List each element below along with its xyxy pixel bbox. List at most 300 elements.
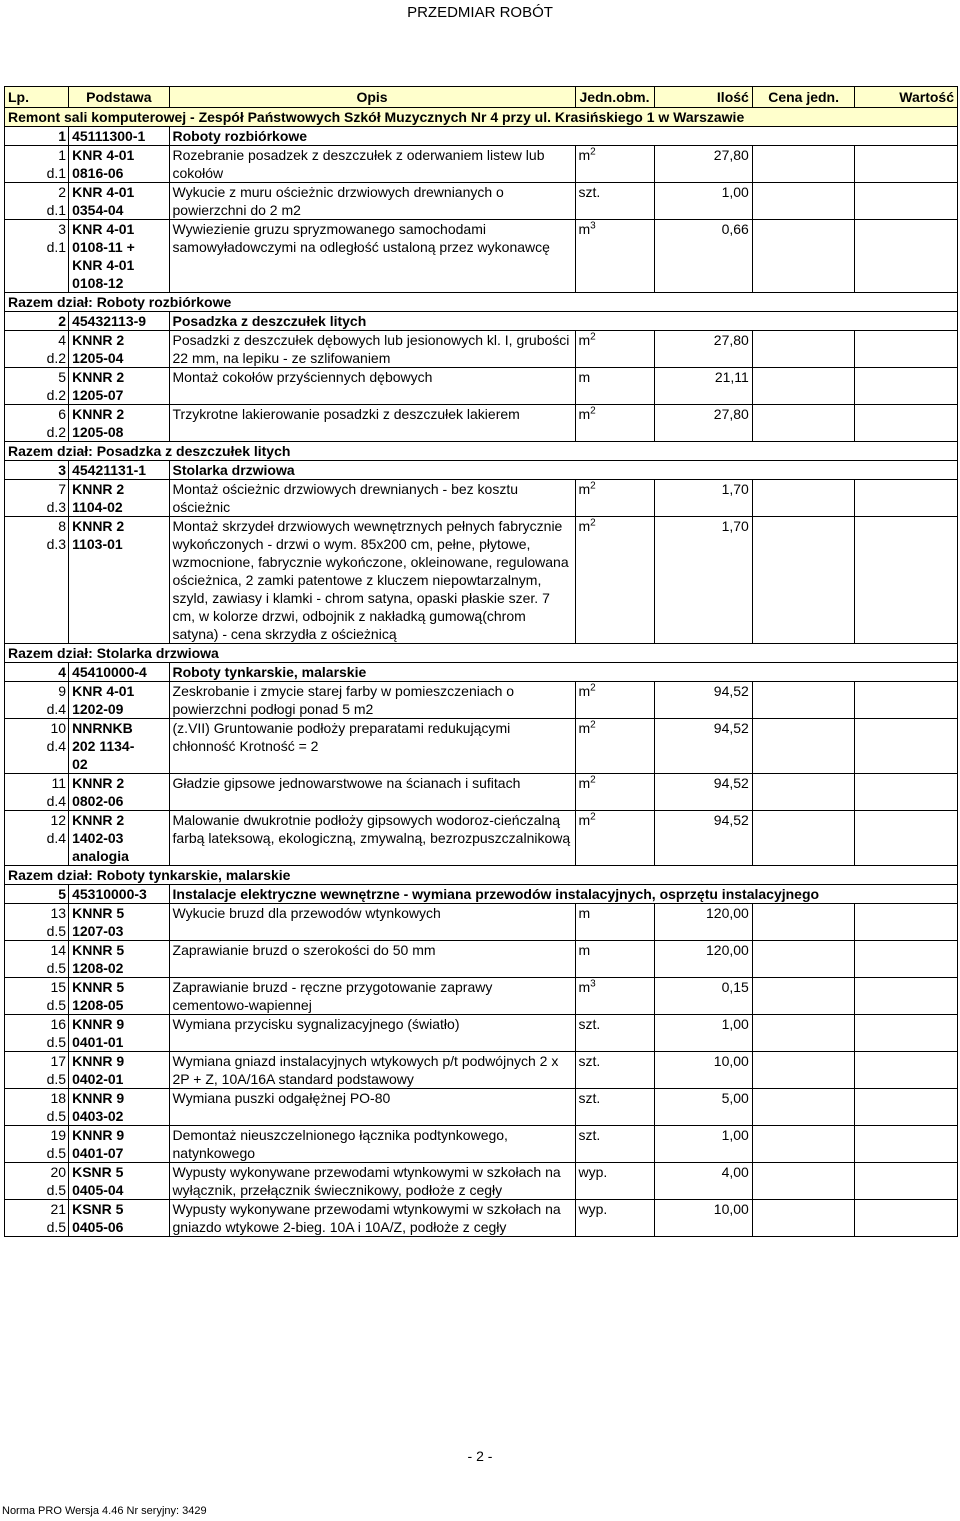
item-unit-cell — [575, 1052, 654, 1089]
item-basis-line: 0108-12 — [72, 275, 124, 291]
item-unit-exponent: 3 — [590, 978, 596, 990]
item-unit: m — [578, 369, 591, 385]
item-basis-line: KNNR 9 — [72, 1090, 125, 1106]
section-summary-row — [5, 442, 958, 461]
item-basis-cell — [69, 941, 169, 978]
table-row — [5, 1052, 958, 1089]
item-number: 10 — [50, 720, 67, 736]
item-value — [855, 1163, 958, 1200]
item-description: Montaż ościeżnic drzwiowych drewnianych - bez kosztu ościeżnic — [169, 480, 575, 517]
item-unit-price — [752, 1163, 855, 1200]
item-unit-price — [752, 1200, 855, 1237]
item-unit-price — [752, 904, 855, 941]
item-basis-line: 0108-11 + — [72, 239, 135, 255]
table-row — [5, 1163, 958, 1200]
section-name: Roboty rozbiórkowe — [169, 127, 957, 146]
item-unit: szt. — [578, 184, 601, 200]
item-value — [855, 1126, 958, 1163]
item-basis-line: 0354-04 — [72, 202, 124, 218]
item-basis-line: 0403-02 — [72, 1108, 124, 1124]
item-section-ref: d.3 — [46, 536, 67, 552]
item-basis-cell — [69, 719, 169, 774]
item-lp-cell — [5, 1163, 69, 1200]
item-basis-cell — [69, 480, 169, 517]
item-lp-cell — [5, 1126, 69, 1163]
table-row — [5, 1200, 958, 1237]
item-description: Zaprawianie bruzd - ręczne przygotowanie zaprawy cementowo-wapiennej — [169, 978, 575, 1015]
section-row — [5, 312, 958, 331]
item-number: 21 — [50, 1201, 67, 1217]
table-row — [5, 1089, 958, 1126]
item-lp-cell — [5, 368, 69, 405]
item-basis-line: 0402-01 — [72, 1071, 124, 1087]
item-unit-cell — [575, 719, 654, 774]
item-value — [855, 146, 958, 183]
item-unit-exponent: 2 — [590, 682, 596, 694]
item-basis-line: 202 1134- — [72, 738, 135, 754]
item-basis-line: KNNR 5 — [72, 905, 125, 921]
table-row — [5, 774, 958, 811]
item-unit: m — [578, 683, 591, 699]
col-header-value: Wartość — [855, 87, 958, 108]
item-unit: szt. — [578, 1090, 601, 1106]
item-section-ref: d.4 — [46, 793, 67, 809]
item-quantity: 27,80 — [654, 146, 752, 183]
item-basis-line: KNNR 2 — [72, 369, 125, 385]
item-description: Wymiana przycisku sygnalizacyjnego (światło) — [169, 1015, 575, 1052]
item-number: 2 — [58, 184, 67, 200]
item-value — [855, 220, 958, 293]
item-unit-price — [752, 331, 855, 368]
item-unit-cell — [575, 368, 654, 405]
section-summary: Razem dział: Stolarka drzwiowa — [5, 644, 958, 663]
item-quantity: 27,80 — [654, 405, 752, 442]
item-unit-price — [752, 183, 855, 220]
item-basis-cell — [69, 1163, 169, 1200]
section-name: Posadzka z deszczułek litych — [169, 312, 957, 331]
item-basis-cell — [69, 774, 169, 811]
item-unit-price — [752, 146, 855, 183]
item-section-ref: d.4 — [46, 738, 67, 754]
item-section-ref: d.2 — [46, 387, 67, 403]
table-row — [5, 146, 958, 183]
item-basis-cell — [69, 1126, 169, 1163]
item-number: 20 — [50, 1164, 67, 1180]
item-unit-price — [752, 1089, 855, 1126]
item-lp-cell — [5, 1200, 69, 1237]
item-basis-line: KNNR 2 — [72, 775, 125, 791]
item-quantity: 0,15 — [654, 978, 752, 1015]
item-quantity: 1,00 — [654, 1126, 752, 1163]
item-number: 4 — [58, 332, 67, 348]
item-section-ref: d.5 — [46, 1145, 67, 1161]
item-basis-line: KNNR 9 — [72, 1053, 125, 1069]
item-unit-cell — [575, 517, 654, 644]
item-basis-line: 1202-09 — [72, 701, 124, 717]
item-value — [855, 331, 958, 368]
item-unit-price — [752, 368, 855, 405]
item-unit: szt. — [578, 1016, 601, 1032]
item-description: Wymiana puszki odgałężnej PO-80 — [169, 1089, 575, 1126]
section-summary-row — [5, 866, 958, 885]
item-value — [855, 1015, 958, 1052]
item-lp-cell — [5, 1015, 69, 1052]
item-unit: m — [578, 406, 591, 422]
table-row — [5, 220, 958, 293]
item-number: 5 — [58, 369, 67, 385]
col-header-basis: Podstawa — [69, 87, 169, 108]
item-lp-cell — [5, 331, 69, 368]
item-quantity: 1,00 — [654, 1015, 752, 1052]
item-section-ref: d.5 — [46, 1219, 67, 1235]
table-row — [5, 517, 958, 644]
item-value — [855, 517, 958, 644]
item-section-ref: d.1 — [46, 239, 67, 255]
page-number: - 2 - — [467, 1448, 493, 1464]
item-number: 18 — [50, 1090, 67, 1106]
item-unit-cell — [575, 1126, 654, 1163]
item-description: Wywiezienie gruzu spryzmowanego samochodami samowyładowczymi na odległość ustaloną przez wykonawcę — [169, 220, 575, 293]
item-basis-line: KNR 4-01 — [72, 184, 135, 200]
item-description: Gładzie gipsowe jednowarstwowe na ścianach i sufitach — [169, 774, 575, 811]
item-unit-price — [752, 811, 855, 866]
item-unit-price — [752, 220, 855, 293]
item-description: Montaż skrzydeł drzwiowych wewnętrznych pełnych fabrycznie wykończonych - drzwi o wym. 85x200 cm, pełne, płytowe, wzmocnione, fabrycznie wykończone, okleinowane, regulowana ościeżnica, 2 zamki patentowe z kluczem niepowtarzalnym, szyld, zawiasy i klamki - chrom satyna, opaski płaskie szer. 7 cm, w kolorze drzwi, odbojnik z nakładką gumową(chrom satyna) - cena skrzydła z ościeżnicą — [169, 517, 575, 644]
item-basis-line: KNNR 9 — [72, 1127, 125, 1143]
section-number: 2 — [5, 312, 69, 331]
table-row — [5, 331, 958, 368]
item-basis-line: 02 — [72, 756, 88, 772]
item-value — [855, 978, 958, 1015]
item-unit: m — [578, 221, 591, 237]
col-header-unit: Jedn.obm. — [575, 87, 654, 108]
section-summary: Razem dział: Posadzka z deszczułek litych — [5, 442, 958, 461]
table-row — [5, 1015, 958, 1052]
item-unit-price — [752, 1126, 855, 1163]
section-row — [5, 127, 958, 146]
item-basis-line: 1205-04 — [72, 350, 124, 366]
item-unit: m — [578, 905, 591, 921]
item-value — [855, 183, 958, 220]
item-basis-line: KNNR 2 — [72, 812, 125, 828]
item-section-ref: d.4 — [46, 701, 67, 717]
item-basis-line: KNR 4-01 — [72, 221, 135, 237]
item-quantity: 10,00 — [654, 1200, 752, 1237]
item-number: 13 — [50, 905, 67, 921]
item-section-ref: d.2 — [46, 424, 67, 440]
item-basis-line: KNR 4-01 — [72, 147, 135, 163]
table-row — [5, 1126, 958, 1163]
item-lp-cell — [5, 978, 69, 1015]
item-unit-price — [752, 978, 855, 1015]
item-unit-exponent: 2 — [590, 774, 596, 786]
software-footer: Norma PRO Wersja 4.46 Nr seryjny: 3429 — [2, 1505, 207, 1517]
section-code: 45432113-9 — [69, 312, 169, 331]
item-value — [855, 682, 958, 719]
item-basis-cell — [69, 220, 169, 293]
item-basis-line: 1207-03 — [72, 923, 124, 939]
item-basis-cell — [69, 682, 169, 719]
item-description: Zeskrobanie i zmycie starej farby w pomieszczeniach o powierzchni podłogi ponad 5 m2 — [169, 682, 575, 719]
item-unit-price — [752, 682, 855, 719]
item-number: 1 — [58, 147, 67, 163]
item-basis-line: 0816-06 — [72, 165, 124, 181]
item-quantity: 10,00 — [654, 1052, 752, 1089]
section-row — [5, 885, 958, 904]
item-quantity: 94,52 — [654, 774, 752, 811]
item-unit: m — [578, 720, 591, 736]
table-row — [5, 682, 958, 719]
item-number: 19 — [50, 1127, 67, 1143]
item-quantity: 120,00 — [654, 941, 752, 978]
section-code: 45410000-4 — [69, 663, 169, 682]
item-description: Montaż cokołów przyściennych dębowych — [169, 368, 575, 405]
item-unit-exponent: 2 — [590, 331, 596, 343]
item-number: 3 — [58, 221, 67, 237]
item-section-ref: d.5 — [46, 1071, 67, 1087]
item-basis-line: 1104-02 — [72, 499, 123, 515]
item-description: Wykucie bruzd dla przewodów wtynkowych — [169, 904, 575, 941]
item-quantity: 21,11 — [654, 368, 752, 405]
section-name: Roboty tynkarskie, malarskie — [169, 663, 957, 682]
item-basis-cell — [69, 183, 169, 220]
item-unit-cell — [575, 331, 654, 368]
item-number: 6 — [58, 406, 67, 422]
item-unit-exponent: 2 — [590, 517, 596, 529]
item-unit-cell — [575, 774, 654, 811]
item-value — [855, 480, 958, 517]
item-unit-cell — [575, 682, 654, 719]
item-basis-cell — [69, 978, 169, 1015]
item-lp-cell — [5, 904, 69, 941]
item-basis-cell — [69, 405, 169, 442]
col-header-unit-price: Cena jedn. — [752, 87, 855, 108]
item-basis-cell — [69, 517, 169, 644]
item-quantity: 27,80 — [654, 331, 752, 368]
item-lp-cell — [5, 183, 69, 220]
item-quantity: 94,52 — [654, 682, 752, 719]
item-number: 11 — [51, 775, 67, 791]
item-basis-cell — [69, 904, 169, 941]
item-description: Rozebranie posadzek z deszczułek z oderwaniem listew lub cokołów — [169, 146, 575, 183]
item-basis-line: KNNR 5 — [72, 979, 125, 995]
item-unit: wyp. — [578, 1201, 608, 1217]
item-basis-line: 0401-07 — [72, 1145, 124, 1161]
item-basis-cell — [69, 146, 169, 183]
item-basis-line: 1103-01 — [72, 536, 123, 552]
item-quantity: 0,66 — [654, 220, 752, 293]
item-unit-cell — [575, 405, 654, 442]
item-basis-line: KNR 4-01 — [72, 257, 135, 273]
item-number: 12 — [50, 812, 67, 828]
section-code: 45421131-1 — [69, 461, 169, 480]
item-value — [855, 1200, 958, 1237]
item-basis-line: KSNR 5 — [72, 1201, 124, 1217]
item-section-ref: d.5 — [46, 1182, 67, 1198]
item-number: 9 — [58, 683, 67, 699]
item-value — [855, 811, 958, 866]
estimate-table — [4, 86, 958, 1237]
table-row — [5, 183, 958, 220]
item-unit: szt. — [578, 1127, 601, 1143]
section-number: 3 — [5, 461, 69, 480]
item-unit-cell — [575, 1089, 654, 1126]
item-unit: m — [578, 942, 591, 958]
item-lp-cell — [5, 719, 69, 774]
item-section-ref: d.5 — [46, 923, 67, 939]
item-value — [855, 719, 958, 774]
item-number: 8 — [58, 518, 67, 534]
section-summary-row — [5, 293, 958, 312]
item-lp-cell — [5, 682, 69, 719]
item-number: 14 — [50, 942, 67, 958]
item-unit-cell — [575, 146, 654, 183]
section-number: 1 — [5, 127, 69, 146]
table-row — [5, 811, 958, 866]
item-basis-line: KNNR 9 — [72, 1016, 125, 1032]
item-basis-line: 1402-03 — [72, 830, 124, 846]
table-row — [5, 719, 958, 774]
item-description: Zaprawianie bruzd o szerokości do 50 mm — [169, 941, 575, 978]
table-row — [5, 368, 958, 405]
item-section-ref: d.5 — [46, 997, 67, 1013]
item-unit-cell — [575, 978, 654, 1015]
item-unit-cell — [575, 941, 654, 978]
item-unit-price — [752, 719, 855, 774]
item-description: (z.VII) Gruntowanie podłoży preparatami redukującymi chłonność Krotność = 2 — [169, 719, 575, 774]
item-unit: szt. — [578, 1053, 601, 1069]
item-lp-cell — [5, 405, 69, 442]
col-header-description: Opis — [169, 87, 575, 108]
section-name: Instalacje elektryczne wewnętrzne - wymiana przewodów instalacyjnych, osprzętu instalacyjnego — [169, 885, 957, 904]
item-basis-line: KSNR 5 — [72, 1164, 124, 1180]
item-number: 16 — [50, 1016, 67, 1032]
section-summary: Razem dział: Roboty rozbiórkowe — [5, 293, 958, 312]
item-section-ref: d.1 — [46, 202, 67, 218]
table-row — [5, 941, 958, 978]
item-quantity: 94,52 — [654, 811, 752, 866]
item-unit-cell — [575, 1163, 654, 1200]
item-lp-cell — [5, 480, 69, 517]
item-lp-cell — [5, 1089, 69, 1126]
item-description: Wykucie z muru ościeżnic drzwiowych drewnianych o powierzchni do 2 m2 — [169, 183, 575, 220]
item-unit-price — [752, 1052, 855, 1089]
item-unit: m — [578, 332, 591, 348]
table-row — [5, 978, 958, 1015]
item-section-ref: d.5 — [46, 960, 67, 976]
item-description: Trzykrotne lakierowanie posadzki z deszczułek lakierem — [169, 405, 575, 442]
item-unit-cell — [575, 183, 654, 220]
table-body — [5, 127, 958, 1237]
item-description: Wypusty wykonywane przewodami wtynkowymi w szkołach na gniazdo wtykowe 2-bieg. 10A i 10A/Z, podłoże z cegły — [169, 1200, 575, 1237]
item-lp-cell — [5, 220, 69, 293]
item-number: 15 — [50, 979, 67, 995]
section-name: Stolarka drzwiowa — [169, 461, 957, 480]
item-lp-cell — [5, 811, 69, 866]
item-basis-cell — [69, 1089, 169, 1126]
item-number: 17 — [50, 1053, 67, 1069]
item-unit-cell — [575, 904, 654, 941]
item-quantity: 1,70 — [654, 517, 752, 644]
item-unit: m — [578, 812, 591, 828]
item-quantity: 1,70 — [654, 480, 752, 517]
item-unit-price — [752, 941, 855, 978]
section-number: 5 — [5, 885, 69, 904]
item-unit-price — [752, 517, 855, 644]
item-basis-cell — [69, 1015, 169, 1052]
section-row — [5, 461, 958, 480]
item-value — [855, 904, 958, 941]
item-unit: m — [578, 481, 591, 497]
item-lp-cell — [5, 146, 69, 183]
item-description: Demontaż nieuszczelnionego łącznika podtynkowego, natynkowego — [169, 1126, 575, 1163]
item-basis-line: 0405-04 — [72, 1182, 124, 1198]
section-code: 45310000-3 — [69, 885, 169, 904]
col-header-lp: Lp. — [5, 87, 69, 108]
item-lp-cell — [5, 1052, 69, 1089]
item-unit-price — [752, 774, 855, 811]
item-unit: m — [578, 147, 591, 163]
section-number: 4 — [5, 663, 69, 682]
section-summary-row — [5, 644, 958, 663]
item-basis-line: KNNR 2 — [72, 332, 125, 348]
item-basis-line: 0401-01 — [72, 1034, 124, 1050]
col-header-quantity: Ilość — [654, 87, 752, 108]
item-basis-line: KNNR 2 — [72, 406, 125, 422]
page-title: PRZEDMIAR ROBÓT — [407, 4, 553, 21]
item-lp-cell — [5, 941, 69, 978]
item-basis-cell — [69, 811, 169, 866]
item-quantity: 5,00 — [654, 1089, 752, 1126]
item-description: Wypusty wykonywane przewodami wtynkowymi w szkołach na wyłącznik, przełącznik świecznikowy, podłoże z cegły — [169, 1163, 575, 1200]
item-value — [855, 368, 958, 405]
item-description: Posadzki z deszczułek dębowych lub jesionowych kl. I, grubości 22 mm, na lepiku - ze szlifowaniem — [169, 331, 575, 368]
item-basis-line: KNNR 5 — [72, 942, 125, 958]
item-basis-line: analogia — [72, 848, 129, 864]
item-unit-exponent: 2 — [590, 405, 596, 417]
item-value — [855, 941, 958, 978]
item-quantity: 4,00 — [654, 1163, 752, 1200]
document-title-row — [5, 108, 958, 127]
document-title: Remont sali komputerowej - Zespół Państwowych Szkół Muzycznych Nr 4 przy ul. Krasińskiego 1 w Warszawie — [5, 108, 958, 127]
item-description: Wymiana gniazd instalacyjnych wtykowych p/t podwójnych 2 x 2P + Z, 10A/16A standard podstawowy — [169, 1052, 575, 1089]
item-basis-line: 1208-02 — [72, 960, 124, 976]
item-section-ref: d.2 — [46, 350, 67, 366]
item-value — [855, 405, 958, 442]
item-unit-price — [752, 1015, 855, 1052]
section-row — [5, 663, 958, 682]
item-quantity: 1,00 — [654, 183, 752, 220]
table-row — [5, 904, 958, 941]
item-value — [855, 774, 958, 811]
item-unit-price — [752, 480, 855, 517]
item-unit-exponent: 3 — [590, 220, 596, 232]
table-header-row — [5, 87, 958, 108]
item-lp-cell — [5, 517, 69, 644]
item-basis-line: 0802-06 — [72, 793, 124, 809]
item-unit-exponent: 2 — [590, 146, 596, 158]
item-quantity: 120,00 — [654, 904, 752, 941]
item-unit: m — [578, 979, 591, 995]
item-value — [855, 1089, 958, 1126]
item-section-ref: d.5 — [46, 1108, 67, 1124]
section-code: 45111300-1 — [69, 127, 169, 146]
item-unit-price — [752, 405, 855, 442]
item-basis-line: NNRNKB — [72, 720, 133, 736]
item-unit-exponent: 2 — [590, 811, 596, 823]
item-number: 7 — [58, 481, 67, 497]
item-basis-cell — [69, 331, 169, 368]
